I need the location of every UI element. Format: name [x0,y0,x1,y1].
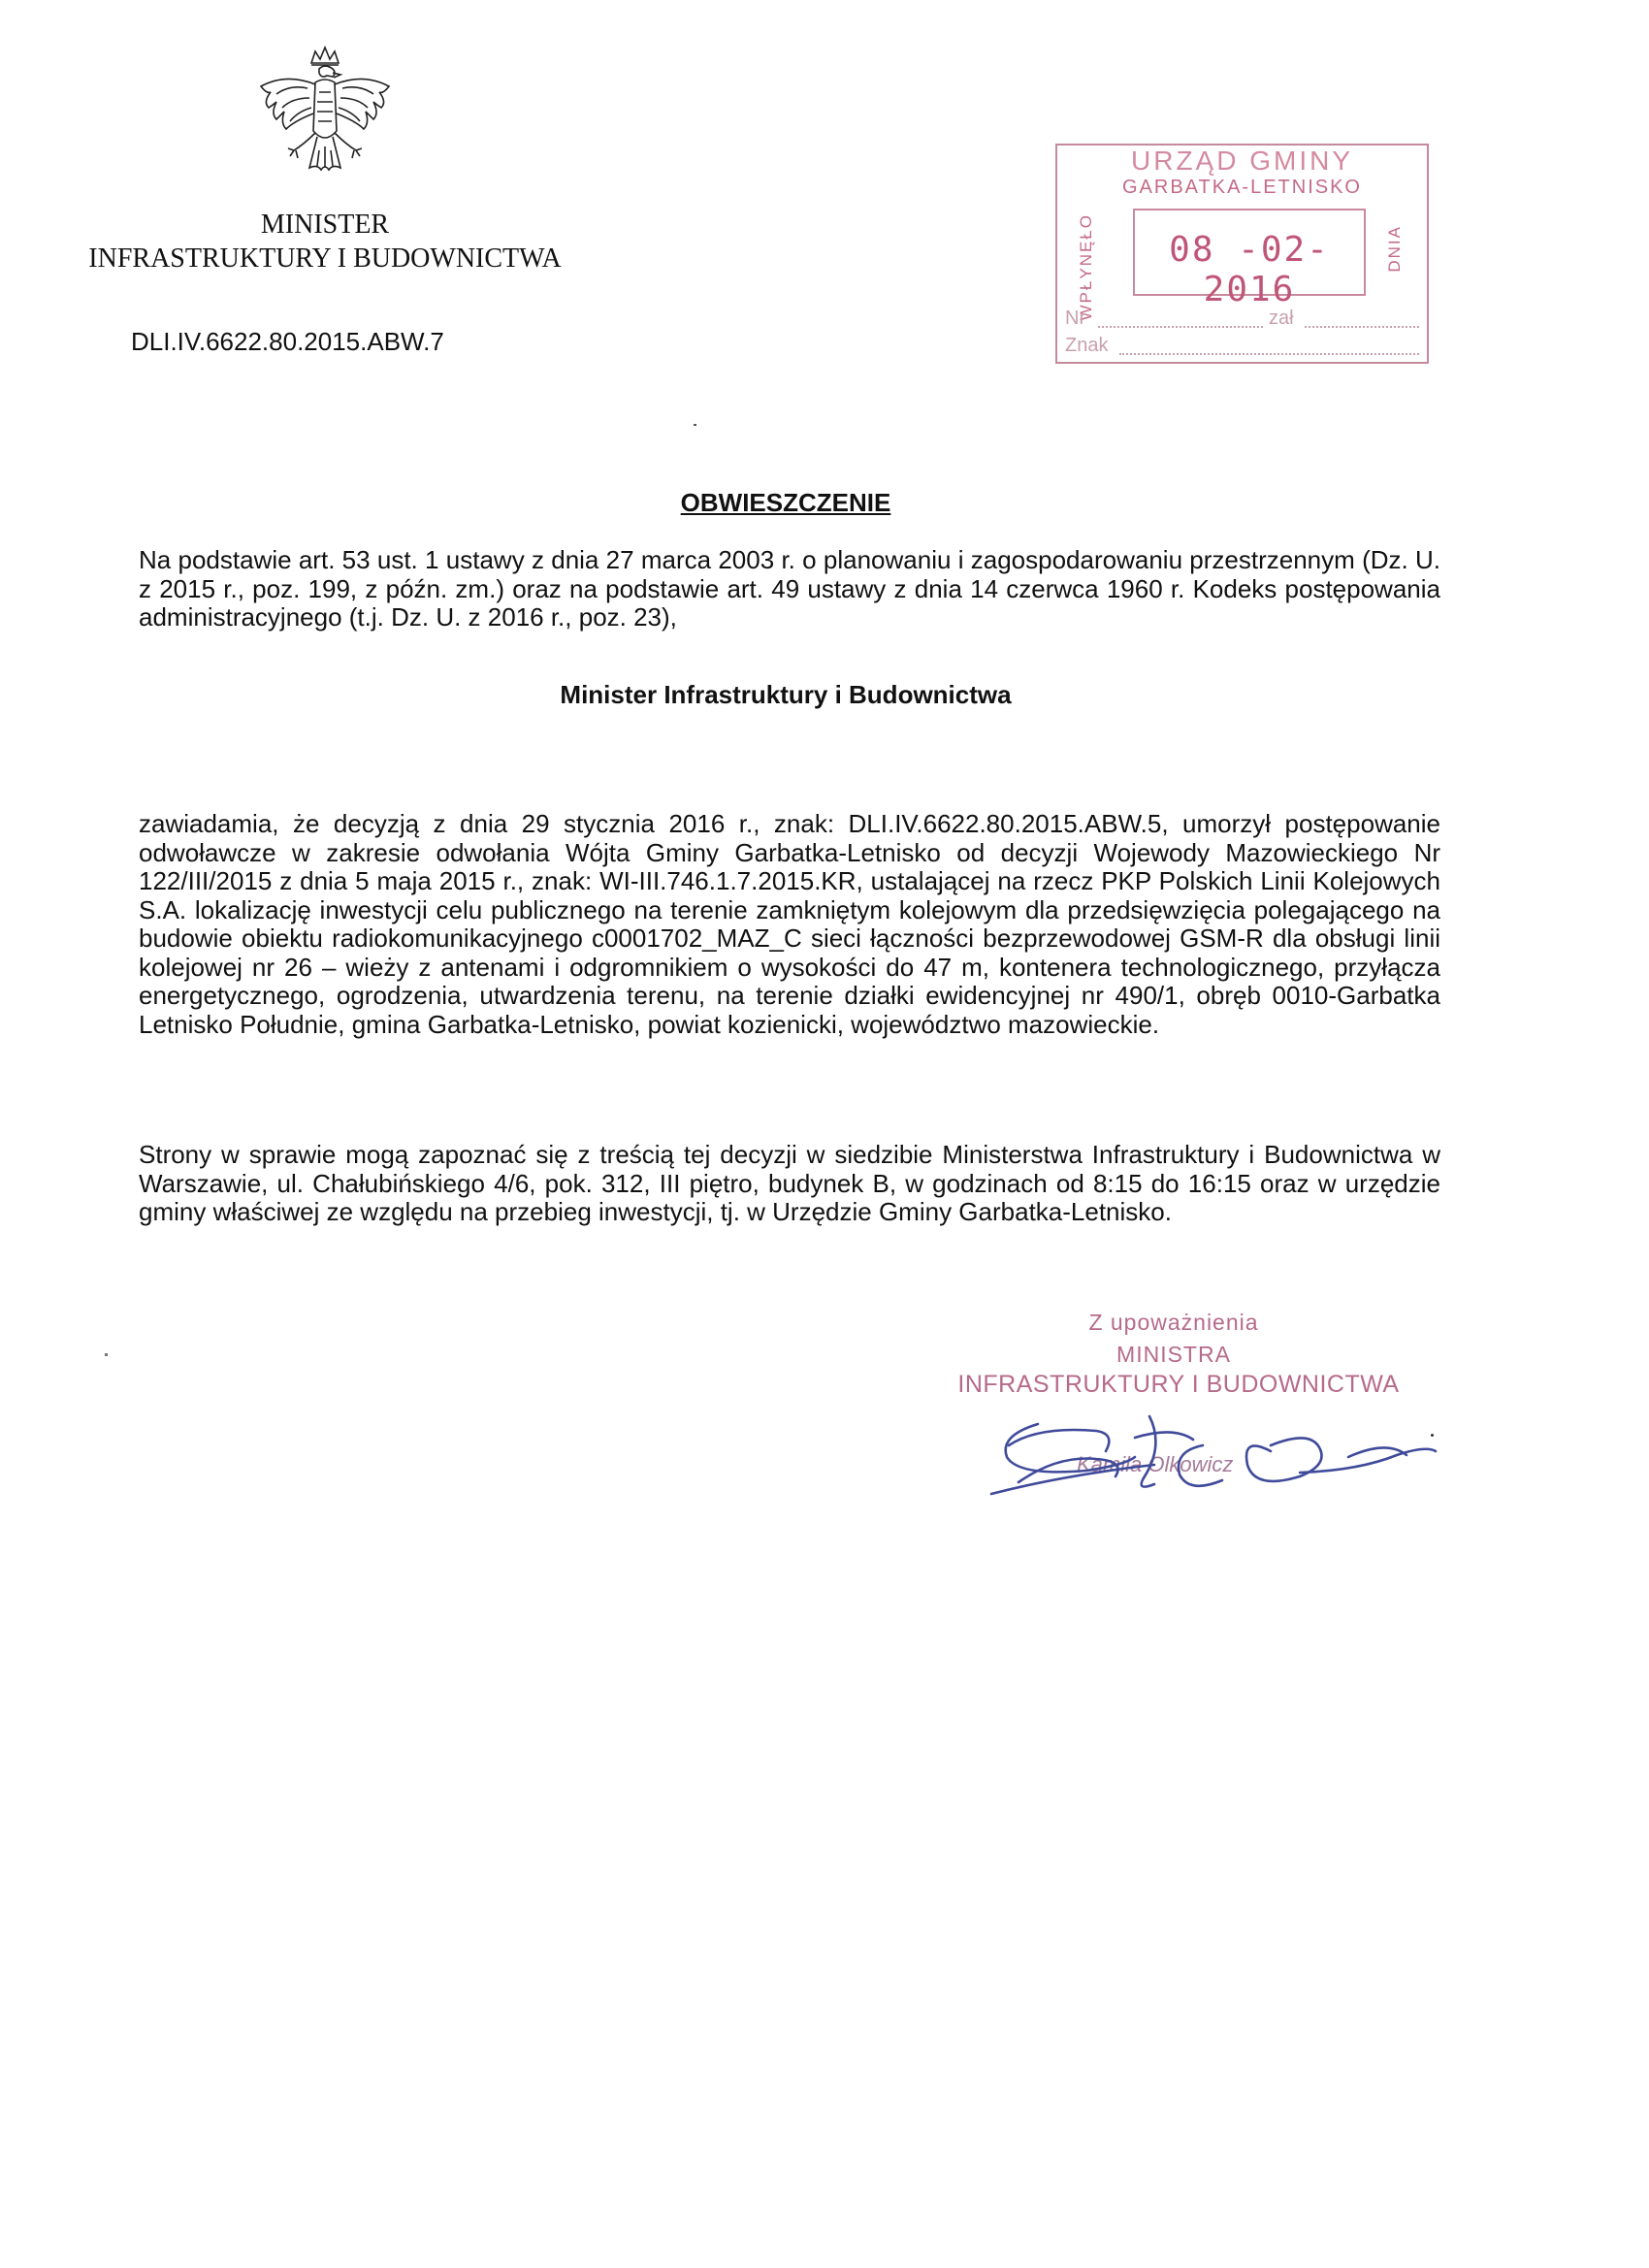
stamp-day-label: DNIA [1385,225,1404,273]
stamp-zal-label: zał [1269,308,1294,329]
reference-number: DLI.IV.6622.80.2015.ABW.7 [131,327,444,356]
handwritten-signature [980,1387,1455,1513]
decision-paragraph: zawiadamia, że decyzją z dnia 29 stycznia 2016 r., znak: DLI.IV.6622.80.2015.ABW.5, umorzył postępowanie odwoławcze w zakresie odwołania Wójta Gminy Garbatka-Letnisko od decyzji Wojewody Mazowieckiego Nr 122/III/2015 z dnia 5 maja 2015 r., znak: WI-III.746.1.7.2015.KR, ustalającej na rzecz PKP Polskich Linii Kolejowych S.A. lokalizację inwestycji celu publicznego na terenie zamkniętym kolejowym dla przedsięwzięcia polegającego na budowie obiektu radiokomunikacyjnego c0001702_MAZ_C sieci łączności bezprzewodowej GSM-R dla obsługi linii kolejowej nr 26 – wieży z antenami i odgromnikiem o wysokości do 47 m, kontenera technologicznego, przyłącza energetycznego, ogrodzenia, utwardzenia terenu, na terenie działki ewidencyjnej nr 490/1, obręb 0010-Garbatka Letnisko Południe, gmina Garbatka-Letnisko, powiat kozienicki, województwo mazowieckie. [139,809,1440,1039]
stamp-date-box [1133,209,1366,309]
signatory-heading: Minister Infrastruktury i Budownictwa [560,680,1012,709]
stamp-znak-dotted-line [1119,353,1419,355]
authorization-line3: INFRASTRUKTURY I BUDOWNICTWA [957,1371,1400,1398]
legal-basis-paragraph: Na podstawie art. 53 ust. 1 ustawy z dnia 27 marca 2003 r. o planowaniu i zagospodarowaniu przestrzennym (Dz. U. z 2015 r., poz. 199, z późn. zm.) oraz na podstawie art. 49 ustawy z dnia 14 czerwca 1960 r. Kodeks postępowania administracyjnego (t.j. Dz. U. z 2016 r., poz. 23), [139,545,1440,632]
scan-speck [105,1353,108,1356]
ink-dot [1431,1434,1434,1437]
access-info-paragraph: Strony w sprawie mogą zapoznać się z treścią tej decyzji w siedzibie Ministerstwa Infrastruktury i Budownictwa w Warszawie, ul. Chałubińskiego 4/6, pok. 312, III piętro, budynek B, w godzinach od 8:15 do 16:15 oraz w urzędzie gminy właściwej ze względu na przebieg inwestycji, tj. w Urzędzie Gminy Garbatka-Letnisko. [139,1140,1440,1226]
eagle-emblem-icon [247,44,403,213]
stamp-received-label: WPŁYNĘŁO [1077,213,1095,321]
scan-speck [694,424,696,426]
incoming-mail-stamp [1055,144,1429,364]
document-title: OBWIESZCZENIE [680,488,891,517]
stamp-nr-dotted-line [1098,326,1263,328]
authorization-line2: MINISTRA [1116,1342,1231,1367]
stamp-nr-label: Nr [1065,308,1086,329]
stamp-date: 08 -02- 2016 [1169,230,1330,309]
stamp-title: URZĄD GMINY [1131,146,1353,176]
stamp-zal-dotted-line [1305,326,1419,328]
stamp-subtitle: GARBATKA-LETNISKO [1121,177,1362,198]
authorization-line1: Z upoważnienia [1088,1310,1259,1335]
stamp-znak-label: Znak [1065,335,1109,356]
signer-name-stamp: Kamila Olkowicz [1077,1452,1234,1476]
ministry-name-line2: INFRASTRUKTURY I BUDOWNICTWA [88,243,562,274]
ministry-name-line1: MINISTER [260,210,390,240]
